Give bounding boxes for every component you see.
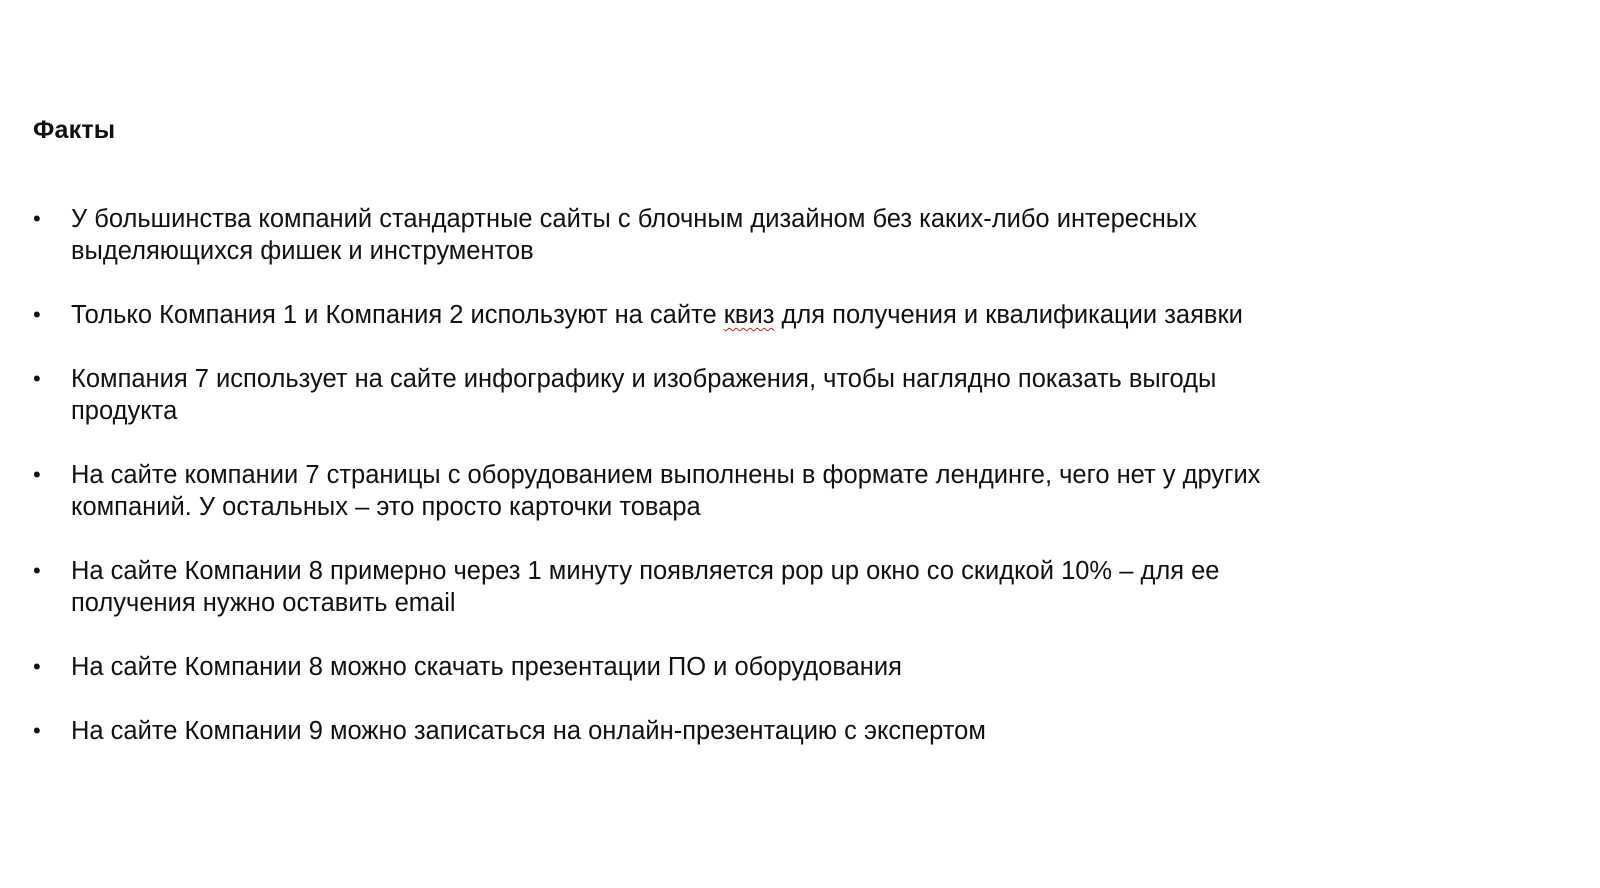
fact-text: Компания 7 использует на сайте инфографику и изображения, чтобы наглядно показать выгоды продукта: [71, 365, 1217, 425]
fact-item: [33, 555, 1323, 619]
fact-text: На сайте Компании 8 примерно через 1 минуту появляется pop up окно со скидкой 10% – для ее получения нужно оставить email: [71, 557, 1220, 617]
bullet-icon: •: [33, 206, 41, 231]
bullet-icon: •: [33, 366, 41, 391]
fact-text: У большинства компаний стандартные сайты с блочным дизайном без каких-либо интересных выделяющихся фишек и инструментов: [71, 205, 1197, 265]
fact-item: [33, 203, 1323, 267]
fact-text-part: Только Компания 1 и Компания 2 используют на сайте: [71, 301, 724, 329]
fact-item: [33, 363, 1323, 427]
facts-list: [33, 203, 1323, 779]
fact-text: [71, 299, 1323, 331]
fact-item: [33, 299, 1323, 331]
fact-item: [33, 715, 1323, 747]
fact-item: [33, 459, 1323, 523]
bullet-icon: •: [33, 654, 41, 679]
slide-title: Факты: [33, 116, 116, 144]
bullet-icon: •: [33, 718, 41, 743]
fact-text: На сайте компании 7 страницы с оборудованием выполнены в формате лендинге, чего нет у других компаний. У остальных – это просто карточки товара: [71, 461, 1261, 521]
bullet-icon: •: [33, 462, 41, 487]
fact-item: [33, 651, 1323, 683]
fact-text: На сайте Компании 8 можно скачать презентации ПО и оборудования: [71, 653, 902, 681]
bullet-icon: •: [33, 302, 41, 327]
spellcheck-flagged-word: квиз: [723, 301, 775, 329]
fact-text-part: для получения и квалификации заявки: [774, 301, 1243, 329]
bullet-icon: •: [33, 558, 41, 583]
fact-text: На сайте Компании 9 можно записаться на онлайн-презентацию с экспертом: [71, 717, 986, 745]
